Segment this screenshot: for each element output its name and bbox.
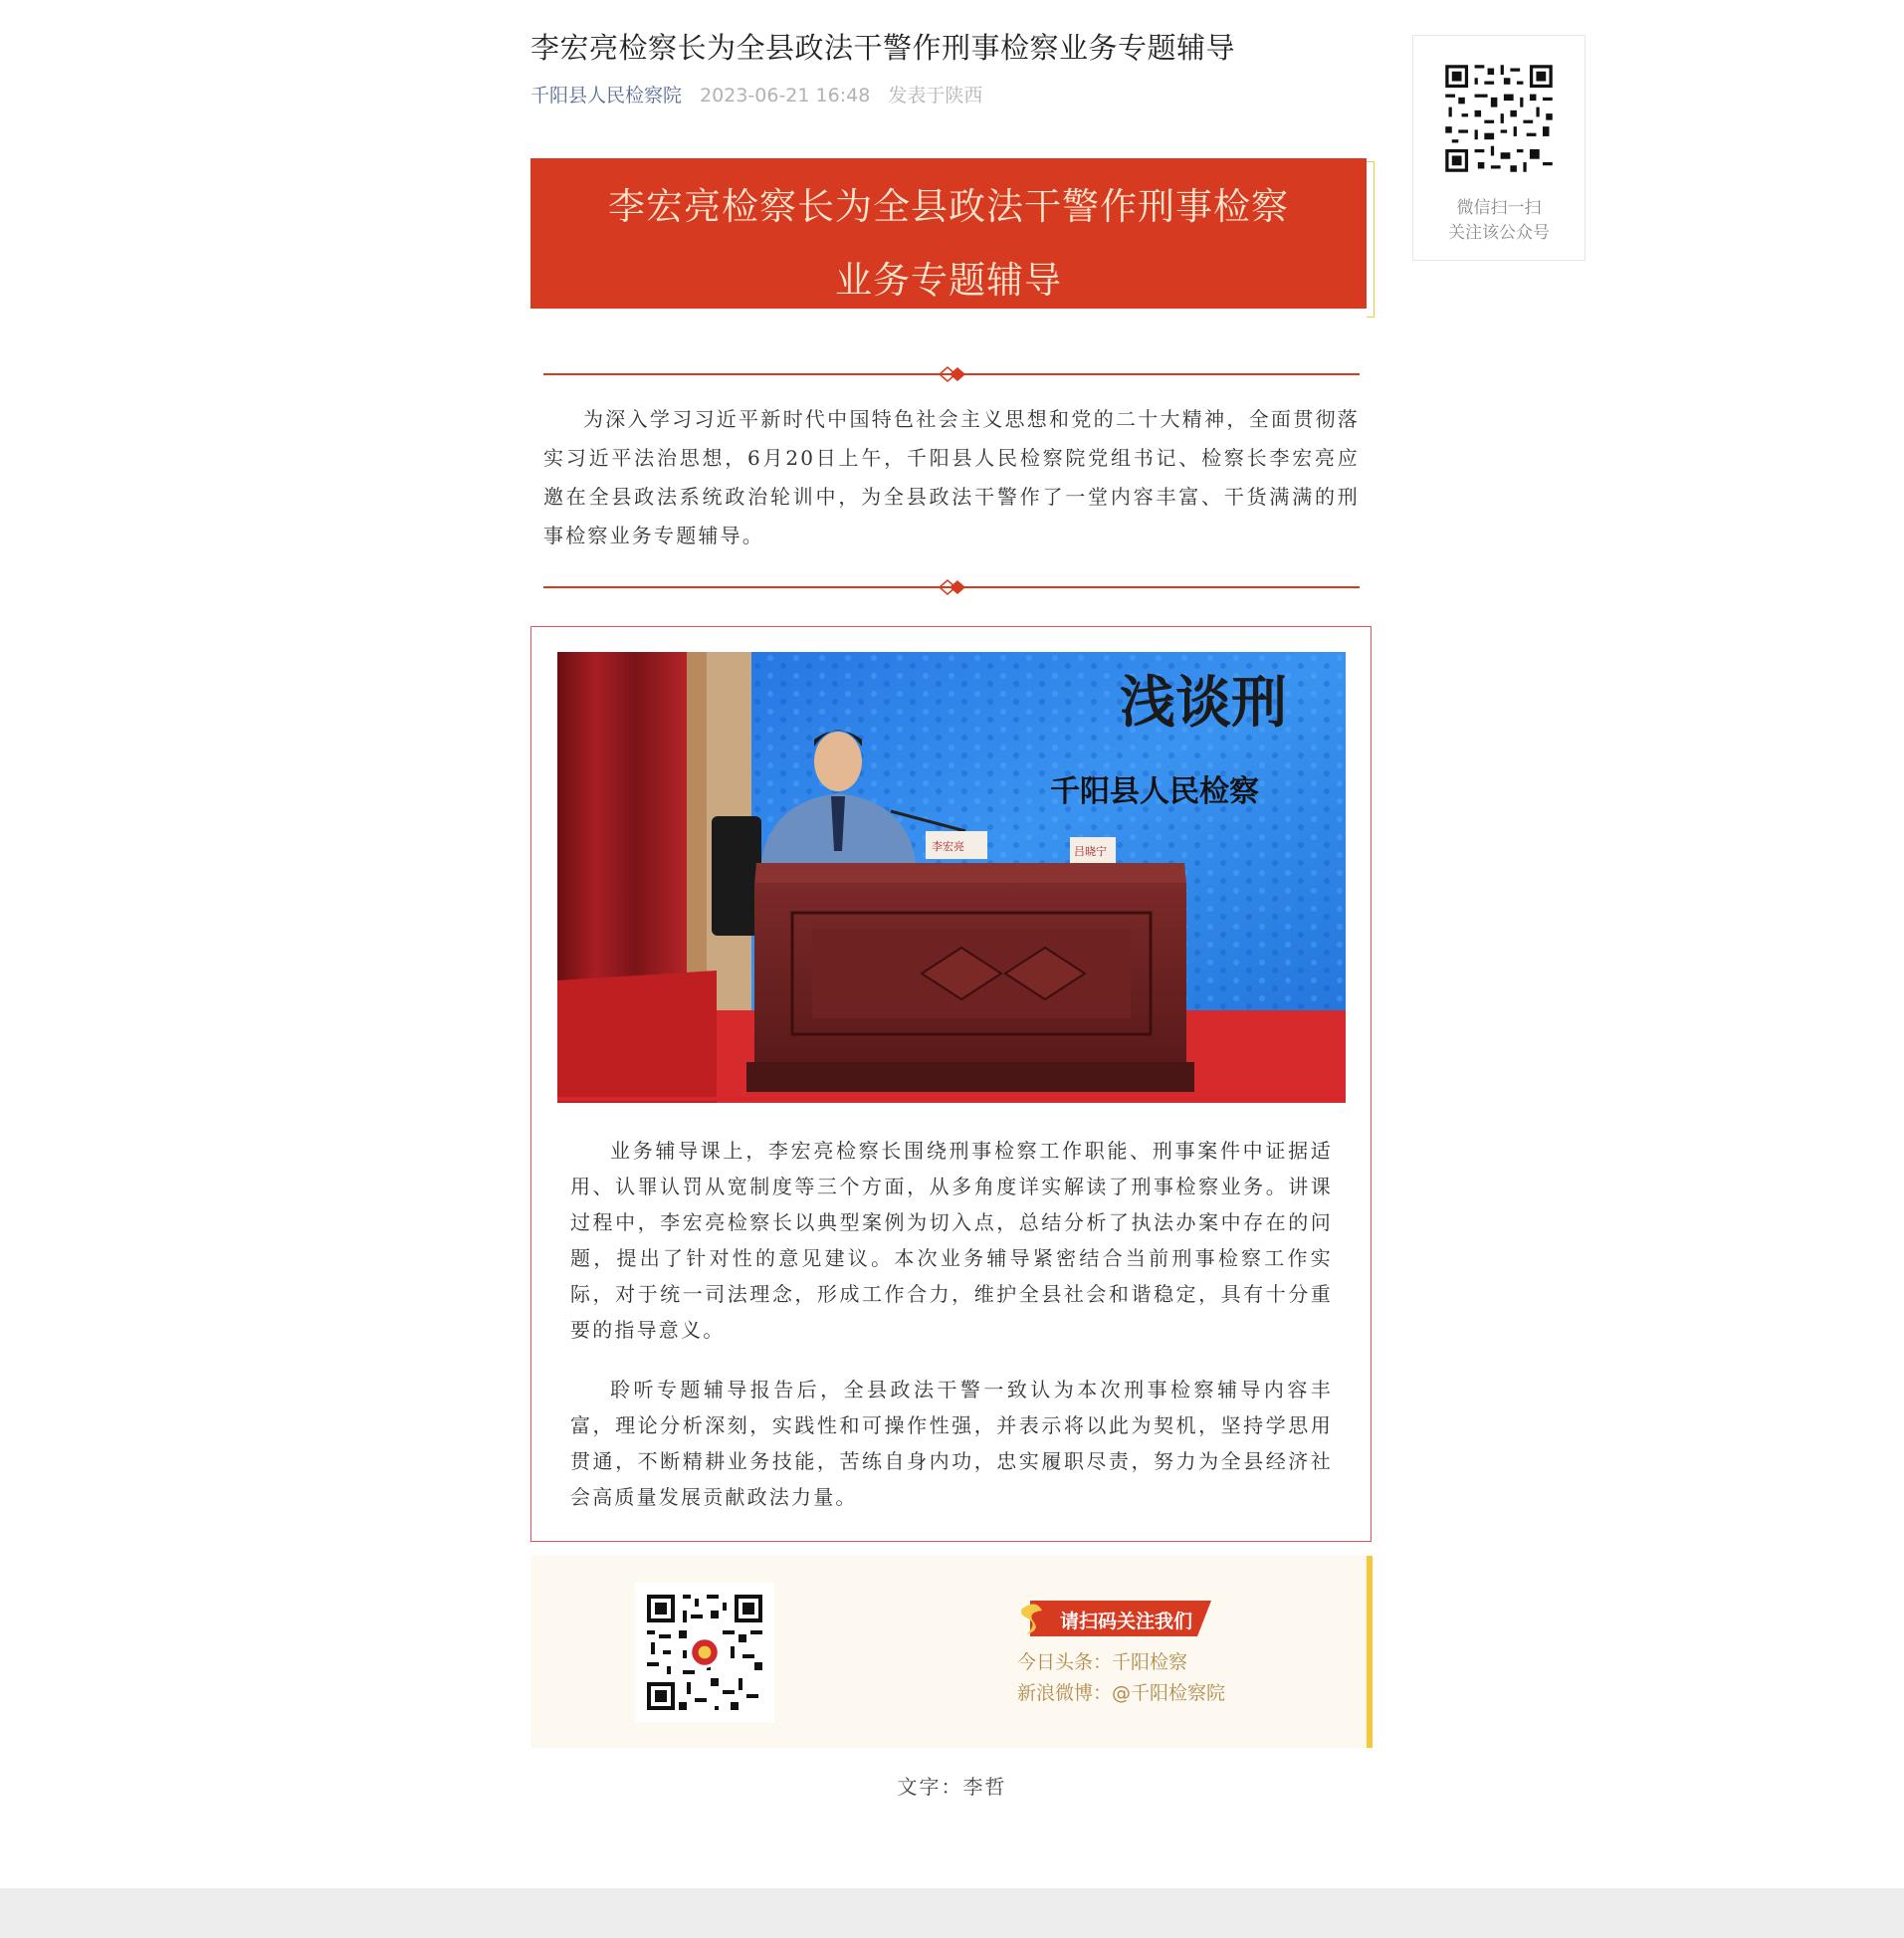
lecture-photo-drawing [557,652,1346,1103]
sidebar-qr-caption-1: 微信扫一扫 [1456,198,1542,218]
banner-line-2: 业务专题辅导 [835,259,1062,302]
nameplate-1-text: 李宏亮 [932,840,964,853]
publish-date: 2023-06-21 16:48 [700,85,871,107]
follow-qr-code[interactable] [635,1583,774,1722]
scan-follow-badge [1016,1599,1211,1638]
banner-gold-edge [1367,161,1375,318]
photo-underline [557,1097,1346,1101]
lecture-photo[interactable] [557,652,1346,1103]
intro-paragraph: 为深入学习习近平新时代中国特色社会主义思想和党的二十大精神，全面贯彻落实习近平法治思想，6月20日上午，千阳县人民检察院党组书记、检察长李宏亮应邀在全县政法系统政治轮训中，为全县政法干警作了一堂内容丰富、干货满满的刑事检察业务专题辅导。 [543,407,1360,547]
scan-follow-label: 请扫码关注我们 [1060,1611,1193,1632]
account-name-link[interactable]: 千阳县人民检察院 [530,85,683,107]
follow-box-gold-bar [1367,1556,1373,1748]
qr-code-icon [635,1583,774,1722]
author-credit: 文字：李哲 [897,1775,1007,1799]
diamond-ornament-icon [938,577,967,597]
banner-line-1: 李宏亮检察长为全县政法干警作刑事检察 [608,185,1289,228]
page-bottom-strip [0,1888,1904,1938]
sidebar-qr-caption-2: 关注该公众号 [1448,223,1550,243]
title-banner [530,158,1367,309]
sidebar-qr-code[interactable] [1442,62,1556,175]
weibo-account: 新浪微博：@千阳检察院 [1017,1682,1226,1704]
nameplate-2-text: 吕晓宁 [1074,845,1107,858]
article-meta [530,81,982,108]
body-paragraph-2: 聆听专题辅导报告后，全县政法干警一致认为本次刑事检察辅导内容丰富，理论分析深刻，实践性和可操作性强，并表示将以此为契机，坚持学思用贯通，不断精耕业务技能，苦练自身内功，忠实履职尽责，努力为全县经济社会高质量发展贡献政法力量。 [570,1378,1333,1509]
article-title: 李宏亮检察长为全县政法干警作刑事检察业务专题辅导 [530,31,1236,65]
screen-title-text: 浅谈刑 [1120,670,1287,736]
diamond-ornament-icon [938,364,967,384]
section-divider-top [543,364,1360,384]
screen-subtitle-text: 千阳县人民检察 [1050,774,1259,809]
toutiao-account: 今日头条：千阳检察 [1017,1651,1188,1673]
publish-location: 发表于陕西 [888,85,983,107]
body-paragraph-1: 业务辅导课上，李宏亮检察长围绕刑事检察工作职能、刑事案件中证据适用、认罪认罚从宽制度等三个方面，从多角度详实解读了刑事检察业务。讲课过程中，李宏亮检察长以典型案例为切入点，总结分析了执法办案中存在的问题，提出了针对性的意见建议。本次业务辅导紧密结合当前刑事检察工作实际，对于统一司法理念，形成工作合力，维护全县社会和谐稳定，具有十分重要的指导意义。 [570,1139,1333,1342]
qr-code-icon [1442,62,1556,175]
section-divider-bottom [543,577,1360,597]
